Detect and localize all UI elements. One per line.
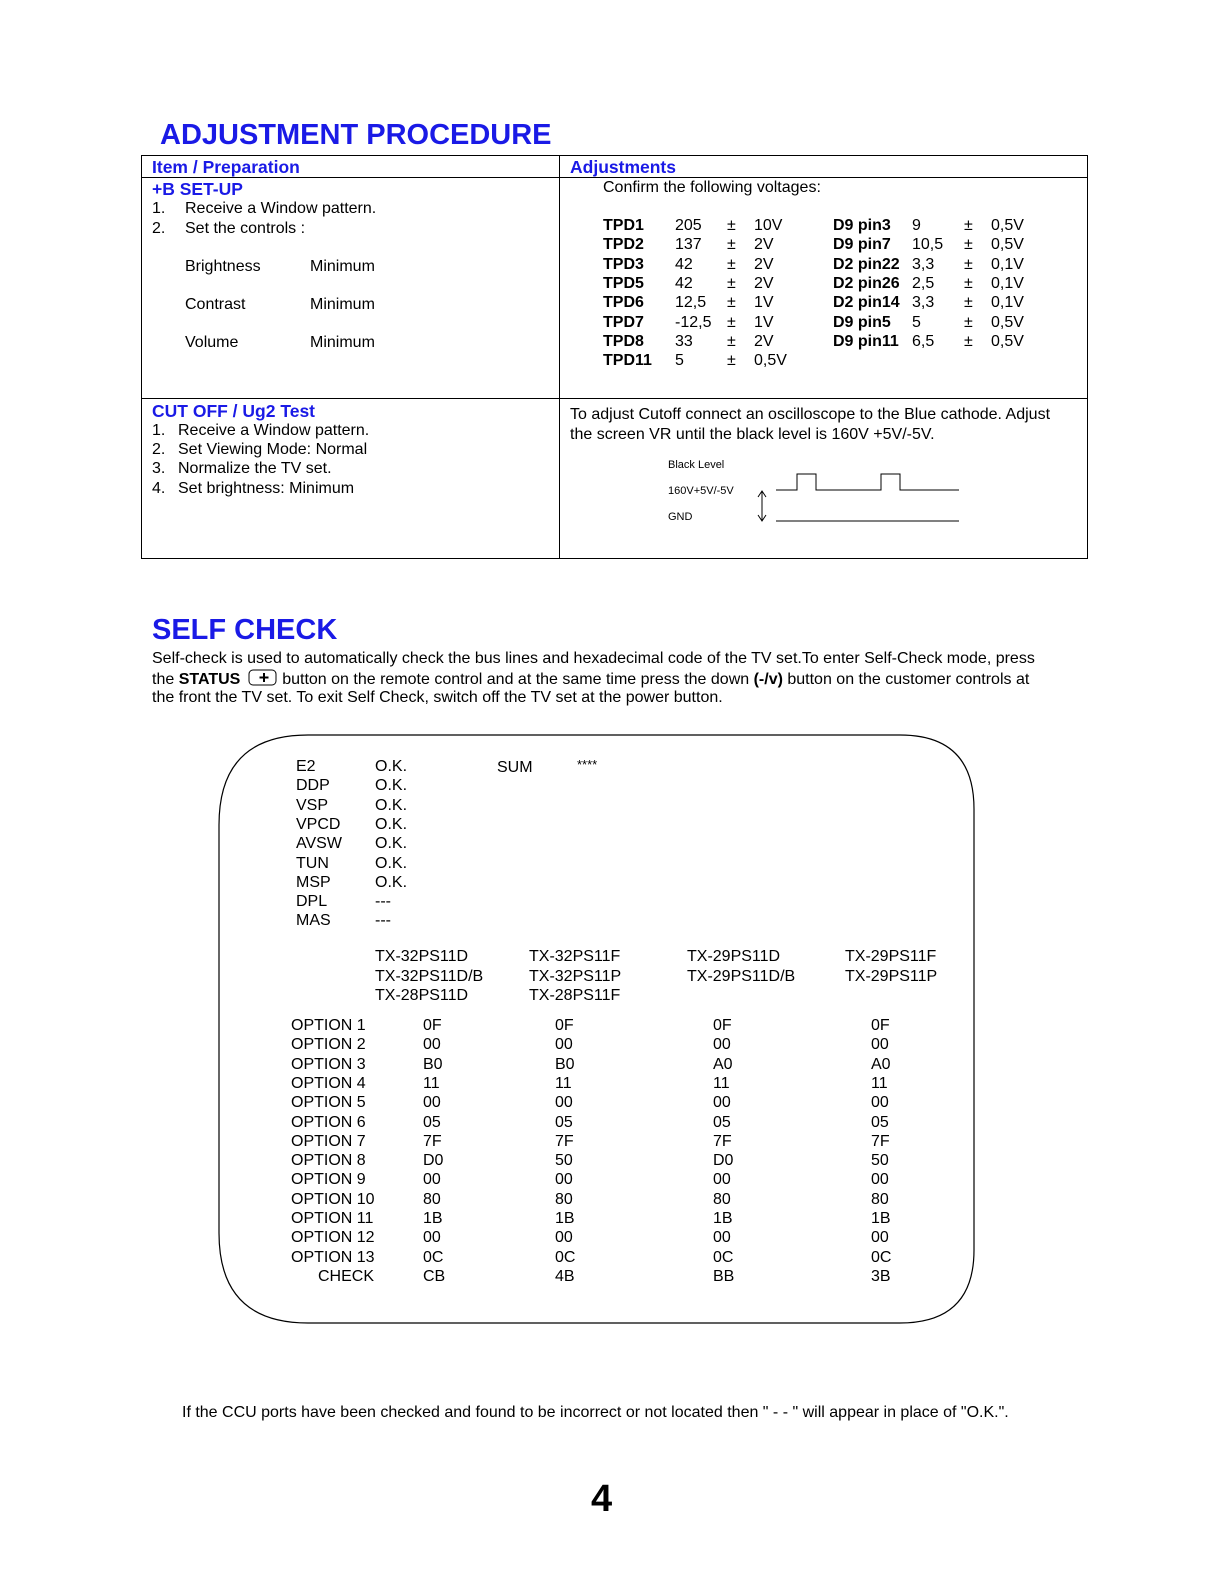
voltage-value: 3,3	[912, 294, 935, 312]
plus-minus: ±	[964, 294, 973, 312]
col-header-item: Item / Preparation	[152, 157, 300, 177]
test-point-label: TPD11	[603, 352, 652, 370]
option-value: 0F	[555, 1017, 574, 1034]
port-name: E2	[296, 758, 316, 775]
option-value: 1B	[555, 1210, 575, 1227]
option-label: OPTION 6	[291, 1113, 366, 1131]
control-name: Brightness	[185, 258, 261, 275]
option-label: OPTION 3	[291, 1055, 366, 1073]
sum-label: SUM	[497, 759, 533, 776]
voltage-value: 12,5	[675, 294, 707, 312]
port-name: TUN	[296, 854, 329, 872]
selfcheck-title: SELF CHECK	[152, 614, 338, 646]
option-value: 00	[555, 1094, 573, 1112]
test-point-label: TPD1	[603, 217, 644, 234]
option-label: OPTION 11	[291, 1210, 374, 1227]
option-value: 00	[871, 1036, 889, 1054]
voltage-value: 3,3	[912, 255, 935, 273]
selfcheck-para-line3: the front the TV set. To exit Self Check, switch off the TV set at the power button.	[152, 689, 723, 706]
model-name: TX-32PS11P	[529, 967, 622, 985]
voltage-tolerance: 0,5V	[754, 352, 787, 370]
option-value: 1B	[713, 1210, 733, 1227]
step-num: 1.	[152, 422, 166, 439]
bset-step-text: Receive a Window pattern.	[185, 200, 377, 217]
step-text: Normalize the TV set.	[178, 460, 332, 477]
plus-minus: ±	[727, 294, 736, 312]
port-name: VPCD	[296, 815, 341, 833]
sum-value: ****	[577, 757, 598, 772]
pin-label: D9 pin3	[833, 217, 891, 234]
option-value: 00	[555, 1171, 573, 1189]
control-value: Minimum	[310, 334, 375, 351]
port-name: AVSW	[296, 835, 342, 853]
model-name: TX-32PS11F	[529, 948, 621, 965]
plus-minus: ±	[727, 236, 736, 254]
option-value: 00	[423, 1094, 441, 1112]
option-value: 05	[713, 1113, 731, 1131]
option-value: 00	[423, 1229, 441, 1247]
bset-step-text: Set the controls :	[185, 220, 306, 237]
voltage-tolerance: 2V	[754, 236, 774, 254]
port-status: O.K.	[375, 777, 408, 795]
voltage-tolerance: 0,5V	[991, 236, 1024, 254]
option-value: 50	[871, 1152, 889, 1170]
port-status: ---	[375, 893, 391, 911]
plus-minus: ±	[964, 313, 973, 331]
waveform-signal	[776, 474, 959, 490]
voltage-value: 10,5	[912, 236, 944, 254]
diagram-gnd-label: GND	[668, 511, 693, 523]
voltage-tolerance: 1V	[754, 313, 774, 331]
voltage-tolerance: 0,5V	[991, 313, 1024, 331]
port-name: VSP	[296, 796, 329, 814]
voltage-value: 42	[675, 255, 693, 273]
option-value: 50	[555, 1152, 573, 1170]
voltage-tolerance: 0,5V	[991, 217, 1024, 234]
option-value: 00	[555, 1036, 573, 1054]
plus-minus: ±	[727, 352, 736, 370]
option-value: 0C	[871, 1248, 892, 1266]
step-num: 4.	[152, 480, 166, 497]
port-status: O.K.	[375, 758, 408, 775]
test-point-label: TPD3	[603, 255, 644, 273]
port-status: O.K.	[375, 873, 408, 891]
option-label: OPTION 10	[291, 1190, 375, 1208]
port-status: O.K.	[375, 835, 408, 853]
test-point-label: TPD7	[603, 313, 644, 331]
model-name: TX-29PS11F	[845, 948, 937, 965]
option-value: 0F	[713, 1017, 732, 1034]
option-value: 00	[871, 1171, 889, 1189]
voltage-tolerance: 10V	[754, 217, 783, 234]
plus-minus: ±	[964, 274, 973, 292]
plus-minus: ±	[727, 255, 736, 273]
ccu-note: If the CCU ports have been checked and found to be incorrect or not located then " - - " will appear in place of "O.K.".	[182, 1404, 1009, 1421]
plus-minus: ±	[964, 236, 973, 254]
option-value: D0	[423, 1152, 444, 1170]
plus-minus: ±	[727, 274, 736, 292]
diagram-level-label: 160V+5V/-5V	[668, 485, 734, 497]
step-text: Set brightness: Minimum	[178, 480, 355, 497]
control-name: Volume	[185, 334, 239, 351]
page-number: 4	[591, 1478, 613, 1520]
voltage-value: 5	[912, 313, 921, 331]
option-value: 80	[871, 1190, 889, 1208]
option-value: 3B	[871, 1267, 891, 1285]
port-status: O.K.	[375, 796, 408, 814]
port-status: O.K.	[375, 854, 408, 872]
plus-minus: ±	[964, 217, 973, 234]
status-label: STATUS	[178, 671, 241, 688]
bset-step: 1.	[152, 200, 166, 217]
plus-minus: ±	[964, 332, 973, 350]
plus-minus: ±	[727, 332, 736, 350]
port-status: ---	[375, 912, 391, 930]
voltage-tolerance: 2V	[754, 332, 774, 350]
model-name: TX-32PS11D/B	[375, 967, 484, 985]
para-text: button on the remote control and at the same time press the down	[277, 671, 754, 688]
voltage-value: 42	[675, 274, 693, 292]
port-name: MSP	[296, 873, 331, 891]
pin-label: D2 pin22	[833, 255, 900, 273]
option-value: CB	[423, 1267, 446, 1285]
voltage-value: 33	[675, 332, 693, 350]
option-value: 0C	[555, 1248, 576, 1266]
option-label: OPTION 2	[291, 1036, 366, 1054]
plus-minus: ±	[727, 217, 736, 234]
option-label: OPTION 5	[291, 1094, 366, 1112]
adjustment-title: ADJUSTMENT PROCEDURE	[160, 119, 552, 151]
test-point-label: TPD8	[603, 332, 644, 350]
voltage-tolerance: 2V	[754, 255, 774, 273]
option-value: 80	[555, 1190, 573, 1208]
model-name: TX-29PS11P	[845, 967, 938, 985]
cutoff-desc-line2: the screen VR until the black level is 160V +5V/-5V.	[570, 426, 935, 443]
down-button-label: (-/v)	[753, 671, 783, 688]
voltage-tolerance: 2V	[754, 274, 774, 292]
option-value: 11	[423, 1074, 440, 1092]
step-num: 2.	[152, 441, 166, 458]
check-label: CHECK	[318, 1267, 375, 1285]
option-value: 05	[423, 1113, 441, 1131]
option-label: OPTION 13	[291, 1248, 375, 1266]
option-value: 11	[555, 1074, 572, 1092]
cutoff-desc-line1: To adjust Cutoff connect an oscilloscope to the Blue cathode. Adjust	[570, 406, 1051, 423]
option-value: 0C	[713, 1248, 734, 1266]
model-name: TX-32PS11D	[375, 948, 469, 965]
pin-label: D2 pin26	[833, 274, 900, 292]
para-text: button on the customer controls at	[782, 671, 1030, 688]
voltage-tolerance: 0,1V	[991, 294, 1024, 312]
option-value: 80	[713, 1190, 731, 1208]
option-value: 00	[713, 1171, 731, 1189]
confirm-text: Confirm the following voltages:	[603, 179, 821, 196]
option-label: OPTION 8	[291, 1152, 366, 1170]
port-name: DPL	[296, 893, 328, 911]
option-value: 11	[871, 1074, 888, 1092]
bset-title: +B SET-UP	[152, 179, 243, 199]
test-point-label: TPD6	[603, 294, 644, 312]
option-value: 0F	[423, 1017, 442, 1034]
option-value: 4B	[555, 1267, 575, 1285]
option-label: OPTION 4	[291, 1074, 366, 1092]
model-name: TX-28PS11D	[375, 987, 469, 1004]
pin-label: D9 pin11	[833, 332, 899, 350]
model-name: TX-28PS11F	[529, 987, 621, 1004]
option-value: 00	[423, 1036, 441, 1054]
voltage-value: 205	[675, 217, 702, 234]
voltage-value: 2,5	[912, 274, 935, 292]
option-value: 7F	[555, 1132, 574, 1150]
voltage-value: 137	[675, 236, 702, 254]
option-value: D0	[713, 1152, 734, 1170]
voltage-value: 5	[675, 352, 684, 370]
voltage-tolerance: 1V	[754, 294, 774, 312]
voltage-tolerance: 0,1V	[991, 255, 1024, 273]
option-value: 05	[871, 1113, 889, 1131]
voltage-tolerance: 0,1V	[991, 274, 1024, 292]
option-value: 00	[713, 1036, 731, 1054]
option-label: OPTION 7	[291, 1132, 366, 1150]
plus-minus: ±	[727, 313, 736, 331]
cutoff-waveform-diagram	[740, 468, 970, 528]
cutoff-title: CUT OFF / Ug2 Test	[152, 401, 316, 421]
option-value: 11	[713, 1074, 730, 1092]
option-value: 00	[871, 1094, 889, 1112]
option-value: 7F	[423, 1132, 442, 1150]
pin-label: D9 pin5	[833, 313, 891, 331]
option-value: 0F	[871, 1017, 890, 1034]
control-value: Minimum	[310, 258, 375, 275]
option-value: 00	[713, 1094, 731, 1112]
step-text: Receive a Window pattern.	[178, 422, 370, 439]
option-value: 7F	[871, 1132, 890, 1150]
option-value: BB	[713, 1267, 735, 1285]
para-text: the	[152, 671, 179, 688]
col-header-adjustments: Adjustments	[570, 157, 676, 177]
option-value: 7F	[713, 1132, 732, 1150]
pin-label: D9 pin7	[833, 236, 891, 254]
voltage-tolerance: 0,5V	[991, 332, 1024, 350]
selfcheck-para-line1: Self-check is used to automatically check the bus lines and hexadecimal code of the TV set.To enter Self-Check mode, press	[152, 650, 1035, 667]
option-value: B0	[555, 1055, 575, 1073]
option-value: 1B	[423, 1210, 443, 1227]
option-value: 00	[713, 1229, 731, 1247]
option-value: 0C	[423, 1248, 444, 1266]
plus-minus: ±	[964, 255, 973, 273]
voltage-value: 6,5	[912, 332, 935, 350]
option-value: B0	[423, 1055, 443, 1073]
step-num: 3.	[152, 460, 166, 477]
option-value: 1B	[871, 1210, 891, 1227]
port-name: DDP	[296, 777, 330, 795]
control-value: Minimum	[310, 296, 375, 313]
option-value: A0	[713, 1055, 733, 1073]
option-value: 80	[423, 1190, 441, 1208]
control-name: Contrast	[185, 296, 246, 313]
option-value: 05	[555, 1113, 573, 1131]
model-name: TX-29PS11D	[687, 948, 781, 965]
option-value: 00	[555, 1229, 573, 1247]
option-value: 00	[423, 1171, 441, 1189]
diagram-black-level-label: Black Level	[668, 459, 725, 471]
step-text: Set Viewing Mode: Normal	[178, 441, 368, 458]
bset-step: 2.	[152, 220, 166, 237]
model-name: TX-29PS11D/B	[687, 967, 796, 985]
port-status: O.K.	[375, 815, 408, 833]
port-name: MAS	[296, 912, 331, 930]
pin-label: D2 pin14	[833, 294, 900, 312]
option-label: OPTION 9	[291, 1171, 366, 1189]
voltage-value: -12,5	[675, 313, 712, 331]
option-label: OPTION 12	[291, 1229, 375, 1247]
test-point-label: TPD2	[603, 236, 644, 254]
option-label: OPTION 1	[291, 1017, 366, 1034]
voltage-value: 9	[912, 217, 921, 234]
test-point-label: TPD5	[603, 274, 644, 292]
option-value: 00	[871, 1229, 889, 1247]
option-value: A0	[871, 1055, 891, 1073]
